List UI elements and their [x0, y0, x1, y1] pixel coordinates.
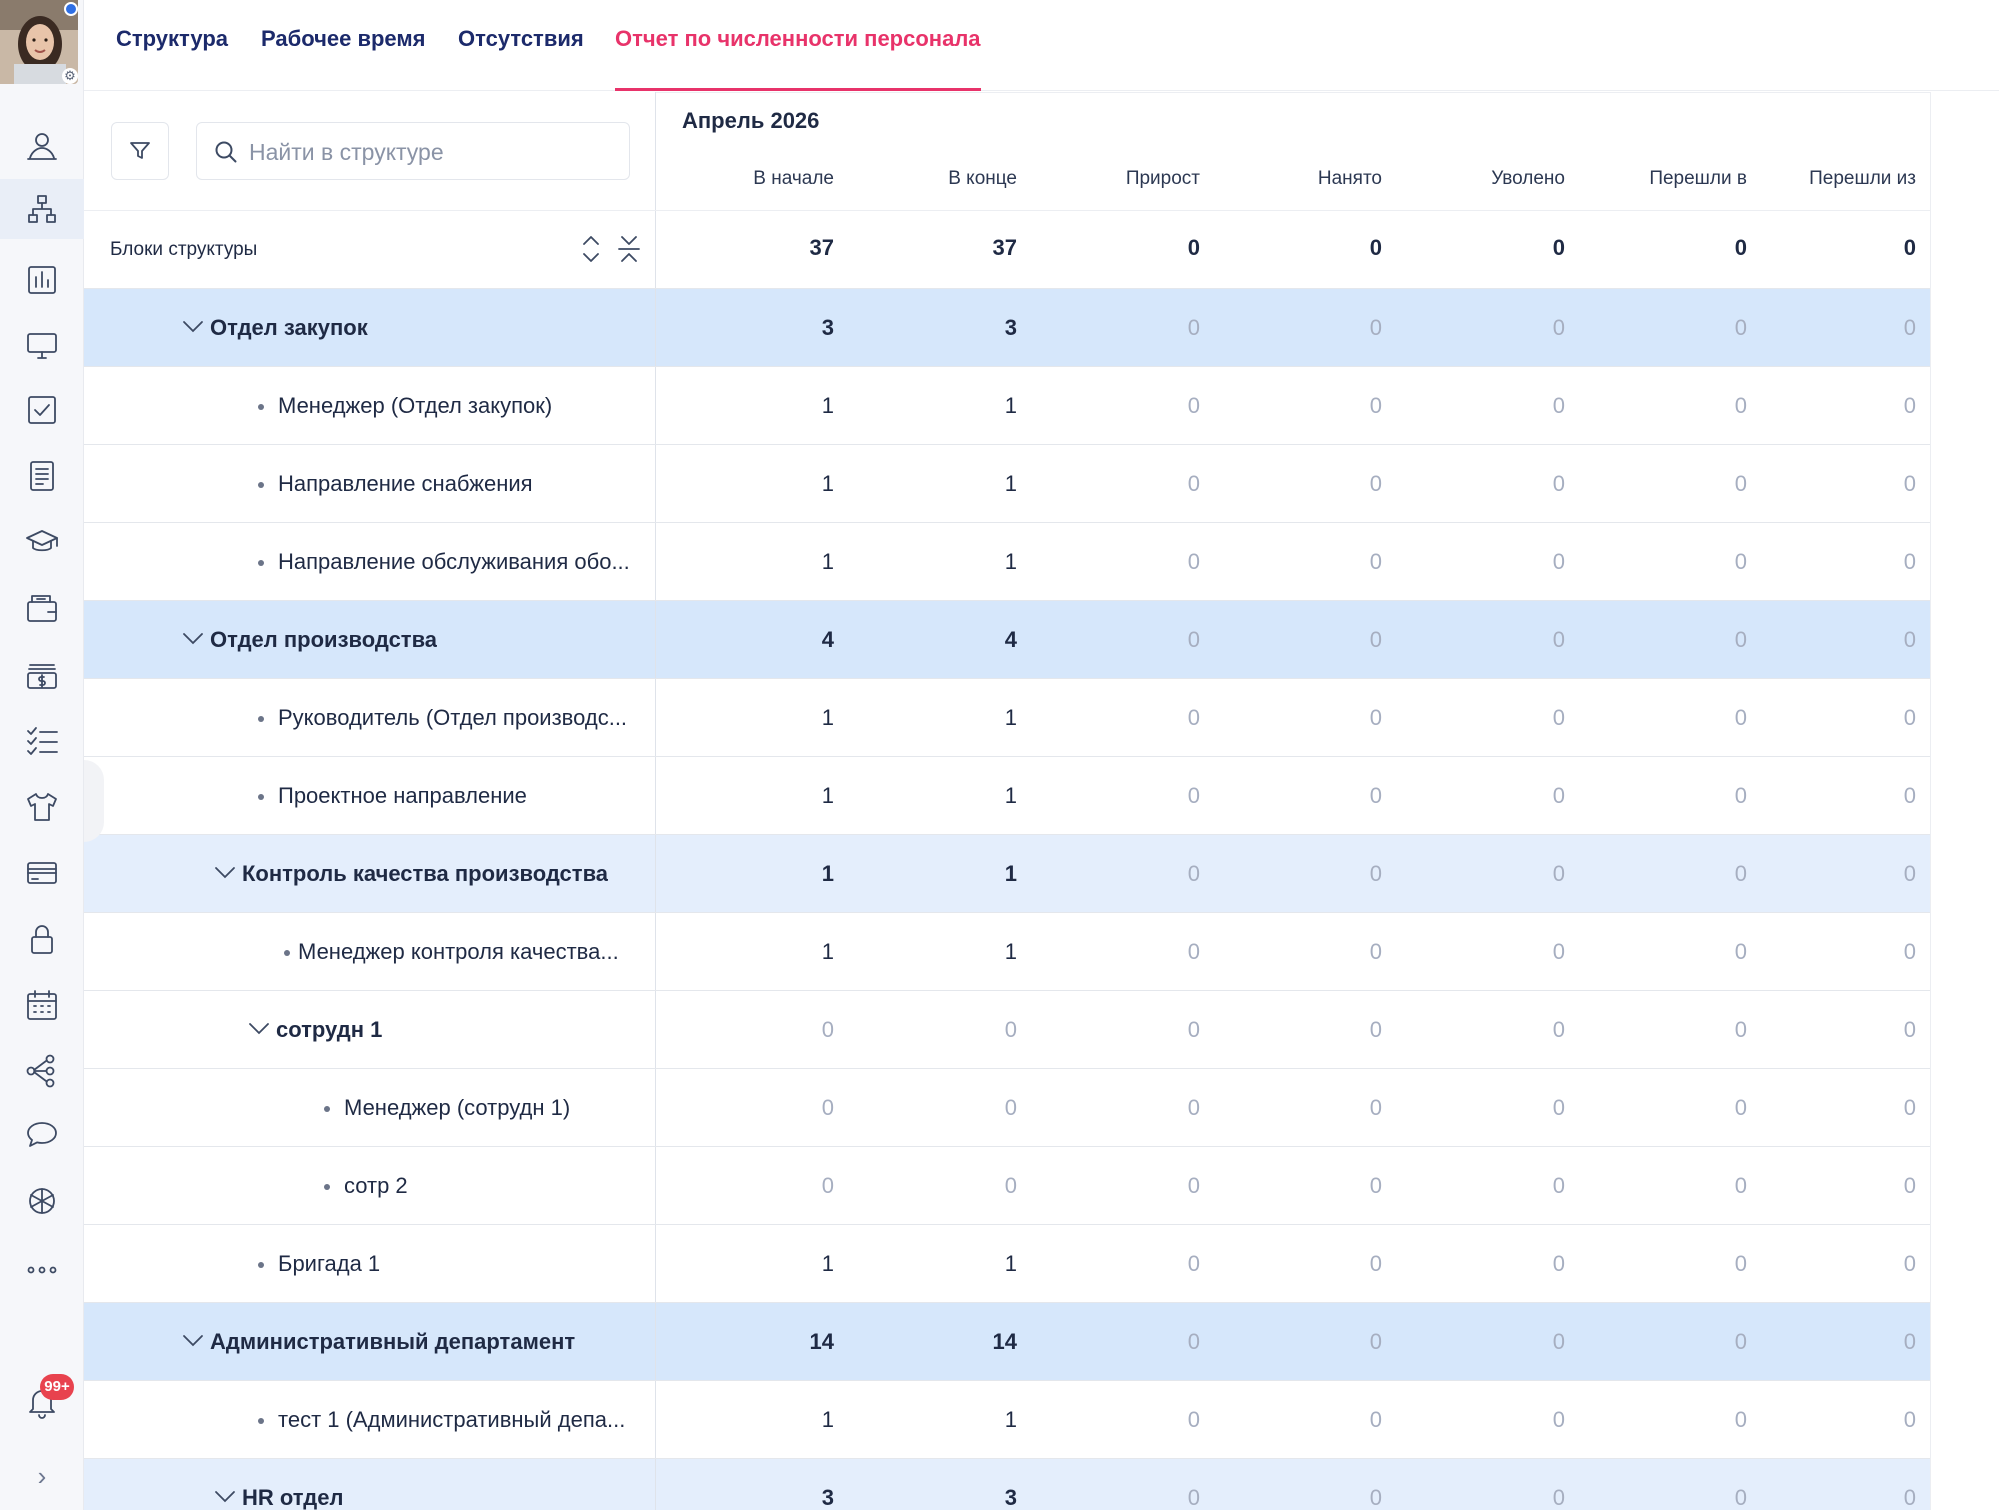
row-value: 0	[1187, 315, 1200, 340]
row-value: 0	[1552, 549, 1565, 574]
row-name-cell	[84, 1225, 656, 1303]
reports-icon	[24, 262, 60, 298]
tasks-icon	[24, 392, 60, 428]
row-value: 0	[1187, 627, 1200, 652]
row-value: 0	[1903, 549, 1916, 574]
row-value: 0	[1552, 1407, 1565, 1432]
row-name-cell	[84, 1381, 656, 1459]
row-value: 1	[821, 549, 834, 574]
row-value: 1	[1004, 1407, 1017, 1432]
uniform-icon	[24, 789, 60, 825]
row-value: 3	[821, 1485, 834, 1510]
row-value: 1	[1004, 705, 1017, 730]
row-value: 1	[1004, 393, 1017, 418]
structure-icon	[24, 191, 60, 227]
rail-reports[interactable]	[0, 250, 84, 310]
row-value: 0	[1552, 1485, 1565, 1510]
row-value: 0	[1369, 1017, 1382, 1042]
rail-documents[interactable]	[0, 446, 84, 506]
header-divider	[656, 92, 1930, 93]
table-row[interactable]	[84, 366, 1930, 444]
total-growth: 0	[1187, 235, 1200, 260]
row-name: Проектное направление	[278, 783, 527, 808]
row-value: 0	[1903, 393, 1916, 418]
rail-calendar[interactable]	[0, 975, 84, 1035]
totals-row	[656, 210, 1930, 288]
table-right-border	[1930, 92, 1931, 1510]
row-value: 0	[1369, 549, 1382, 574]
panel-resize-handle[interactable]	[84, 760, 104, 842]
row-value: 0	[1369, 939, 1382, 964]
row-name: Административный департамент	[210, 1329, 576, 1354]
tab-absences[interactable]: Отсутствия	[458, 26, 584, 51]
row-value: 0	[1734, 1329, 1747, 1354]
row-name-cell	[84, 523, 656, 601]
row-value: 1	[821, 393, 834, 418]
row-value: 0	[821, 1095, 834, 1120]
rail-ai[interactable]	[0, 1171, 84, 1231]
profile-icon	[24, 128, 60, 164]
row-value: 3	[821, 315, 834, 340]
row-value: 0	[1734, 783, 1747, 808]
row-value: 0	[1369, 1095, 1382, 1120]
learning-icon	[24, 524, 60, 560]
row-value: 3	[1004, 315, 1017, 340]
row-value: 0	[1734, 1251, 1747, 1276]
blocks-header	[84, 210, 656, 290]
bullet-dot	[258, 560, 264, 566]
rail-card[interactable]	[0, 843, 84, 903]
row-name: сотрудн 1	[276, 1017, 383, 1042]
row-name: Менеджер (сотрудн 1)	[344, 1095, 571, 1120]
wallet-icon	[24, 590, 60, 626]
row-value: 0	[1552, 1173, 1565, 1198]
row-value: 4	[1004, 627, 1017, 652]
chat-icon	[24, 1117, 60, 1153]
total-moved-in: 0	[1734, 235, 1747, 260]
row-value: 0	[1187, 1095, 1200, 1120]
row-name: Менеджер (Отдел закупок)	[278, 393, 553, 418]
total-start: 37	[809, 235, 834, 260]
row-value: 0	[1004, 1095, 1017, 1120]
row-value: 1	[821, 1251, 834, 1276]
filter-button[interactable]	[111, 122, 169, 180]
row-value: 1	[1004, 549, 1017, 574]
rail-monitor[interactable]	[0, 315, 84, 375]
row-name: Отдел производства	[210, 627, 438, 652]
row-name-cell	[84, 913, 656, 991]
bullet-dot	[258, 1418, 264, 1424]
col-head-moved-in: Перешли в	[1649, 168, 1747, 189]
row-value: 0	[1369, 1329, 1382, 1354]
bullet-dot	[258, 1262, 264, 1268]
bullet-dot	[324, 1184, 330, 1190]
row-value: 14	[992, 1329, 1017, 1354]
row-name-cell	[84, 601, 656, 679]
row-value: 0	[1903, 705, 1916, 730]
row-value: 0	[1734, 393, 1747, 418]
more-icon	[24, 1252, 60, 1288]
rail-payroll[interactable]	[0, 645, 84, 705]
search-input[interactable]	[249, 135, 619, 169]
table-row[interactable]	[84, 1302, 1930, 1380]
row-value: 0	[1734, 705, 1747, 730]
row-value: 0	[1187, 549, 1200, 574]
table-row[interactable]	[84, 756, 1930, 834]
rail-network[interactable]	[0, 1041, 84, 1101]
row-value: 0	[1187, 1329, 1200, 1354]
bullet-dot	[284, 950, 290, 956]
table-row[interactable]	[84, 1458, 1930, 1510]
row-value: 0	[1552, 471, 1565, 496]
rail-tasks[interactable]	[0, 380, 84, 440]
row-value: 1	[821, 783, 834, 808]
col-head-end: В конце	[948, 168, 1017, 189]
total-moved-out: 0	[1903, 235, 1916, 260]
row-value: 1	[1004, 861, 1017, 886]
row-value: 0	[1903, 1173, 1916, 1198]
rail-checklist[interactable]	[0, 711, 84, 771]
row-value: 0	[1552, 705, 1565, 730]
row-value: 0	[1187, 861, 1200, 886]
row-name-cell	[84, 835, 656, 913]
row-value: 0	[1552, 315, 1565, 340]
bullet-dot	[258, 404, 264, 410]
chevron-down-icon[interactable]	[180, 313, 206, 339]
row-value: 0	[1369, 1407, 1382, 1432]
total-hired: 0	[1369, 235, 1382, 260]
rail-lock[interactable]	[0, 909, 84, 969]
row-value: 0	[1187, 939, 1200, 964]
expand-rail-chevron-icon[interactable]: ›	[37, 1461, 47, 1491]
row-name: Направление обслуживания обо...	[278, 549, 630, 574]
row-value: 1	[821, 471, 834, 496]
row-name: Менеджер контроля качества...	[298, 939, 619, 964]
row-name: Руководитель (Отдел производс...	[278, 705, 628, 730]
tab-working-time[interactable]: Рабочее время	[261, 26, 426, 51]
card-icon	[24, 855, 60, 891]
filter-icon	[128, 139, 152, 163]
row-value: 0	[1369, 1251, 1382, 1276]
row-value: 1	[821, 939, 834, 964]
row-name-cell	[84, 445, 656, 523]
calendar-icon	[24, 987, 60, 1023]
lock-icon	[24, 921, 60, 957]
expand-all-icon[interactable]	[578, 231, 604, 267]
status-dot	[64, 2, 78, 16]
blocks-title: Блоки структуры	[110, 239, 258, 260]
row-value: 0	[1369, 861, 1382, 886]
row-value: 0	[1187, 1251, 1200, 1276]
row-value: 0	[1903, 783, 1916, 808]
search-icon	[213, 139, 239, 165]
row-value: 0	[1552, 1251, 1565, 1276]
row-value: 0	[1187, 1407, 1200, 1432]
row-value: 0	[1734, 1095, 1747, 1120]
col-head-start: В начале	[753, 168, 834, 189]
rail-learning[interactable]	[0, 512, 84, 572]
chevron-down-icon[interactable]	[246, 1015, 272, 1041]
rail-more[interactable]	[0, 1240, 84, 1300]
row-value: 0	[821, 1017, 834, 1042]
table-row[interactable]	[84, 912, 1930, 990]
row-value: 0	[1004, 1017, 1017, 1042]
row-value: 1	[1004, 471, 1017, 496]
row-value: 4	[821, 627, 834, 652]
table-row[interactable]	[84, 1380, 1930, 1458]
chevron-down-icon[interactable]	[212, 859, 238, 885]
row-value: 0	[1734, 1173, 1747, 1198]
rail-uniform[interactable]	[0, 777, 84, 837]
row-name-cell	[84, 679, 656, 757]
row-value: 0	[1734, 1485, 1747, 1510]
row-value: 0	[1903, 939, 1916, 964]
row-value: 0	[1187, 393, 1200, 418]
table-row[interactable]	[84, 1224, 1930, 1302]
row-value: 0	[1552, 1329, 1565, 1354]
row-name: HR отдел	[242, 1485, 344, 1510]
table-row[interactable]	[84, 288, 1930, 366]
row-value: 0	[1734, 861, 1747, 886]
row-name-cell	[84, 1069, 656, 1147]
rail-profile[interactable]	[0, 116, 84, 176]
row-value: 1	[821, 861, 834, 886]
tab-structure[interactable]: Структура	[116, 26, 228, 51]
row-name: Бригада 1	[278, 1251, 381, 1276]
table-row[interactable]	[84, 1068, 1930, 1146]
col-head-moved-out: Перешли из	[1809, 168, 1916, 189]
row-value: 0	[1734, 1017, 1747, 1042]
row-value: 0	[1552, 861, 1565, 886]
rail-chat[interactable]	[0, 1105, 84, 1165]
row-name: сотр 2	[344, 1173, 408, 1198]
report-month: Апрель 2026	[682, 108, 820, 133]
row-value: 3	[1004, 1485, 1017, 1510]
row-value: 0	[1369, 393, 1382, 418]
row-value: 0	[1369, 315, 1382, 340]
row-value: 0	[1187, 705, 1200, 730]
row-value: 0	[1552, 393, 1565, 418]
row-name-cell	[84, 1459, 656, 1510]
top-tabs	[84, 0, 1999, 91]
structure-table	[84, 288, 1930, 1510]
row-value: 0	[1552, 783, 1565, 808]
row-value: 0	[1734, 1407, 1747, 1432]
row-name: Контроль качества производства	[242, 861, 609, 886]
notifications-badge: 99+	[40, 1374, 74, 1400]
table-row[interactable]	[84, 1146, 1930, 1224]
chevron-down-icon[interactable]	[180, 625, 206, 651]
row-value: 0	[1734, 315, 1747, 340]
bullet-dot	[258, 716, 264, 722]
row-value: 1	[1004, 939, 1017, 964]
row-value: 0	[1903, 1095, 1916, 1120]
col-head-fired: Уволено	[1491, 168, 1565, 189]
chevron-down-icon[interactable]	[180, 1327, 206, 1353]
row-value: 0	[1552, 939, 1565, 964]
row-value: 0	[1187, 1017, 1200, 1042]
row-value: 0	[1903, 315, 1916, 340]
row-value: 0	[1369, 627, 1382, 652]
row-value: 0	[1369, 783, 1382, 808]
documents-icon	[24, 458, 60, 494]
tab-headcount-report[interactable]: Отчет по численности персонала	[615, 26, 981, 91]
row-value: 0	[1734, 939, 1747, 964]
left-rail	[0, 0, 84, 1510]
row-value: 1	[821, 705, 834, 730]
row-value: 0	[1734, 627, 1747, 652]
total-end: 37	[992, 235, 1017, 260]
row-value: 0	[1734, 549, 1747, 574]
row-value: 0	[821, 1173, 834, 1198]
row-value: 0	[1903, 861, 1916, 886]
table-row[interactable]	[84, 678, 1930, 756]
row-value: 0	[1903, 471, 1916, 496]
row-value: 0	[1187, 1173, 1200, 1198]
checklist-icon	[24, 723, 60, 759]
table-row[interactable]	[84, 600, 1930, 678]
row-name-cell	[84, 1147, 656, 1225]
row-name: Отдел закупок	[210, 315, 368, 340]
chevron-down-icon[interactable]	[212, 1483, 238, 1509]
payroll-icon	[24, 657, 60, 693]
row-value: 0	[1734, 471, 1747, 496]
bullet-dot	[258, 794, 264, 800]
row-value: 0	[1903, 1017, 1916, 1042]
total-fired: 0	[1552, 235, 1565, 260]
row-value: 14	[809, 1329, 834, 1354]
network-icon	[24, 1053, 60, 1089]
row-value: 0	[1187, 1485, 1200, 1510]
row-value: 0	[1903, 627, 1916, 652]
row-value: 0	[1187, 783, 1200, 808]
rail-wallet[interactable]	[0, 578, 84, 638]
row-name-cell	[84, 1303, 656, 1381]
settings-gear-icon[interactable]: ⚙	[62, 68, 78, 84]
row-name-cell	[84, 367, 656, 445]
row-value: 0	[1369, 705, 1382, 730]
row-value: 1	[821, 1407, 834, 1432]
col-head-growth: Прирост	[1125, 168, 1200, 189]
row-value: 0	[1903, 1407, 1916, 1432]
row-value: 0	[1552, 1095, 1565, 1120]
bullet-dot	[324, 1106, 330, 1112]
collapse-all-icon[interactable]	[616, 231, 642, 267]
row-value: 0	[1552, 627, 1565, 652]
ai-icon	[24, 1183, 60, 1219]
col-head-hired: Нанято	[1317, 168, 1382, 189]
table-row[interactable]	[84, 444, 1930, 522]
row-value: 1	[1004, 783, 1017, 808]
table-row[interactable]	[84, 990, 1930, 1068]
table-row[interactable]	[84, 522, 1930, 600]
row-name: Направление снабжения	[278, 471, 533, 496]
row-name: тест 1 (Административный депа...	[278, 1407, 626, 1432]
row-value: 0	[1369, 471, 1382, 496]
row-name-cell	[84, 757, 656, 835]
row-name-cell	[84, 991, 656, 1069]
row-value: 0	[1369, 1173, 1382, 1198]
row-value: 0	[1552, 1017, 1565, 1042]
row-value: 0	[1004, 1173, 1017, 1198]
bullet-dot	[258, 482, 264, 488]
monitor-icon	[24, 327, 60, 363]
row-value: 1	[1004, 1251, 1017, 1276]
rail-structure[interactable]	[0, 179, 84, 239]
row-value: 0	[1903, 1329, 1916, 1354]
row-value: 0	[1903, 1251, 1916, 1276]
table-row[interactable]	[84, 834, 1930, 912]
search-box	[196, 122, 630, 180]
row-value: 0	[1187, 471, 1200, 496]
row-name-cell	[84, 289, 656, 367]
row-value: 0	[1369, 1485, 1382, 1510]
row-value: 0	[1903, 1485, 1916, 1510]
